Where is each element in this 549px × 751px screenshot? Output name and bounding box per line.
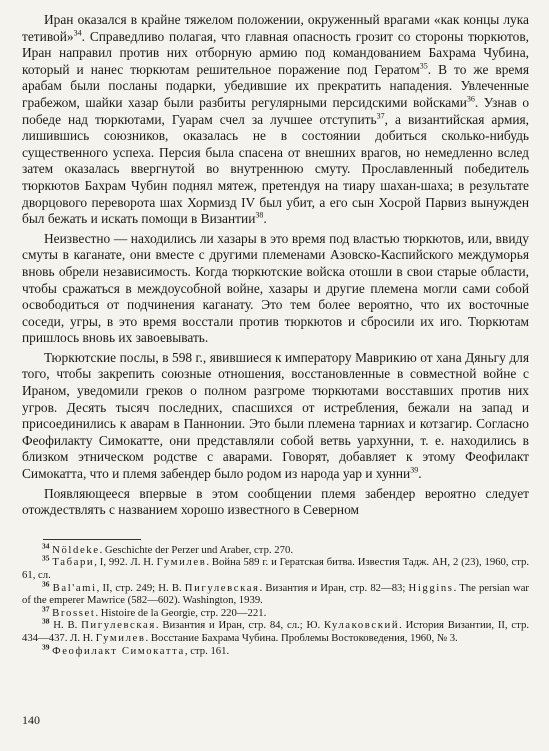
footnote: [22, 616, 529, 644]
text-run: . Histoire de la Georgie, стр. 220—221.: [95, 606, 267, 619]
text-run: . Узнав о победе над тюркютами, Гуарам счел за лучшее отступить: [22, 94, 530, 127]
text-run: , I, 992. Л. Н.: [94, 556, 157, 569]
text-run: . Geschichte der Perzer und Araber, стр. 270.: [99, 543, 293, 556]
footnote-rule: [43, 539, 141, 540]
author-name: Табари: [52, 556, 95, 569]
footnote-ref: 37: [376, 111, 385, 121]
footnote: [22, 553, 530, 581]
text-run: . Византия и Иран, стр. 82—83;: [259, 581, 409, 594]
text-run: . Справедливо полагая, что главная опасность грозит со стороны тюркютов, Иран направил против них отборную армию под командованием Бахрама Чубина, который и нанес тюркютам решительное поражение под Гератом: [22, 28, 529, 77]
text-run: . В то же время арабам были посланы подарки, убедившие их прекратить нападения. Увлеченные грабежом, шайки хазар были разбиты регулярными персидскими войсками: [22, 61, 530, 110]
paragraph: [22, 486, 529, 519]
text-run: , а византийская армия, лишившись союзников, оказалась не в состоянии добиться сколько-нибудь существенного успеха. Персия была спасена от внешних врагов, но немедленно вслед затем оказалась ввергнутой во внутреннюю смуту. Прославленный победитель тюркютов Бахрам Чубин поднял мятеж, претендуя на тиару шахан-шаха; в результате дворцового переворота шах Хормизд IV был убит, а его сын Хосрой Парвиз вынужден был бежать и искать помощи в Византии: [22, 111, 529, 227]
footnote-number: 39: [42, 642, 50, 651]
page-number: 140: [22, 713, 40, 727]
main-text: [22, 12, 529, 519]
text-run: , II, стр. 249; Н. В.: [96, 581, 185, 594]
author-name: Кулаковский: [323, 619, 400, 632]
text-run: , стр. 161.: [184, 644, 230, 657]
footnotes: [22, 541, 530, 657]
paragraph: [22, 350, 529, 483]
text-run: . Война 589 г. и Гератская битва. Известия Тадж. АН, 2 (23), 1960, стр. 61, сл.: [22, 556, 530, 581]
footnote: [22, 579, 529, 607]
footnote-number: 37: [42, 604, 50, 614]
text-run: .: [418, 466, 422, 482]
text-run: Тюркютские послы, в 598 г., явившиеся к императору Маврикию от хана Дяньгу для того, чтобы закрепить союзные отношения, восстановленные в совместной войне с Ираном, уведомили греков о полном разгроме тюркютами восставших против них угров. Десять тысяч последних, спасшихся от истребления, бежали на запад и присоединились к аварам в Паннонии. Это были племена тарниах и котзагир. Согласно Феофилакту Симокатте, они представляли собой ветвь уархунни, т. е. находились в близком этническом родстве с аварами. Говорят, добавляет к этому Феофилакт Симокатта, что и племя забендер было родом из народа уар и хунни: [22, 349, 529, 482]
footnote-ref: 34: [73, 28, 82, 38]
text-run: . Византия и Иран, стр. 84, сл.; Ю.: [155, 619, 324, 632]
text-run: Неизвестно — находились ли хазары в это время под властью тюркютов, или, ввиду смуты в каганате, они вместе с другими племенами Азовско-Каспийского междуморья вновь обрели независимость. Когда тюркютские войска отошли в свои старые области, чтобы сражаться в междоусобной войне, хазары и другие племена могли сами собой освободиться от подчинения каганату. Это тем более вероятно, что их восточные соседи, угры, в это время восстали против тюркютов и сбросили их иго. Тюркютам пришлось вновь их завоевывать.: [22, 230, 529, 346]
footnote-ref: 35: [419, 61, 428, 71]
text-run: . История Византии, II, стр. 434—437. Л. Н.: [22, 619, 529, 644]
footnote: [22, 541, 529, 557]
author-name: Higgins: [408, 581, 454, 594]
author-name: Гумилев: [95, 631, 146, 644]
author-name: Bal'ami: [52, 581, 97, 594]
footnote: [22, 604, 529, 620]
author-name: Пигулевская: [81, 619, 156, 632]
text-run: Появляющееся впервые в этом сообщении племя забендер вероятно следует отождествлять с названием хорошо известного в Северном: [22, 485, 529, 518]
text-run: . The persian war of the emperer Mawrice (582—602). Washington, 1939.: [22, 581, 529, 607]
author-name: Пигулевская: [184, 581, 260, 594]
footnote: [22, 642, 529, 658]
footnote-number: 35: [42, 553, 50, 563]
paragraph: [22, 12, 529, 228]
author-name: Nöldeke: [52, 543, 100, 556]
author-name: Brosset: [52, 606, 96, 619]
footnote-ref: 38: [255, 210, 264, 220]
author-name: Гумилев: [156, 556, 207, 569]
text-run: Н. В.: [53, 619, 82, 632]
footnote-number: 38: [42, 616, 50, 626]
footnote-ref: 36: [466, 94, 475, 104]
paragraph: [22, 231, 529, 347]
footnote-number: 36: [42, 579, 50, 589]
footnote-number: 34: [42, 541, 50, 551]
author-name: Феофилакт Симокатта: [52, 644, 185, 657]
footnote-ref: 39: [410, 465, 419, 475]
text-run: .: [263, 211, 267, 227]
text-run: Иран оказался в крайне тяжелом положении, окруженный врагами «как концы лука тетивой»: [22, 12, 529, 44]
text-run: . Восстание Бахрама Чубина. Проблемы Востоковедения, 1960, № 3.: [145, 631, 458, 644]
